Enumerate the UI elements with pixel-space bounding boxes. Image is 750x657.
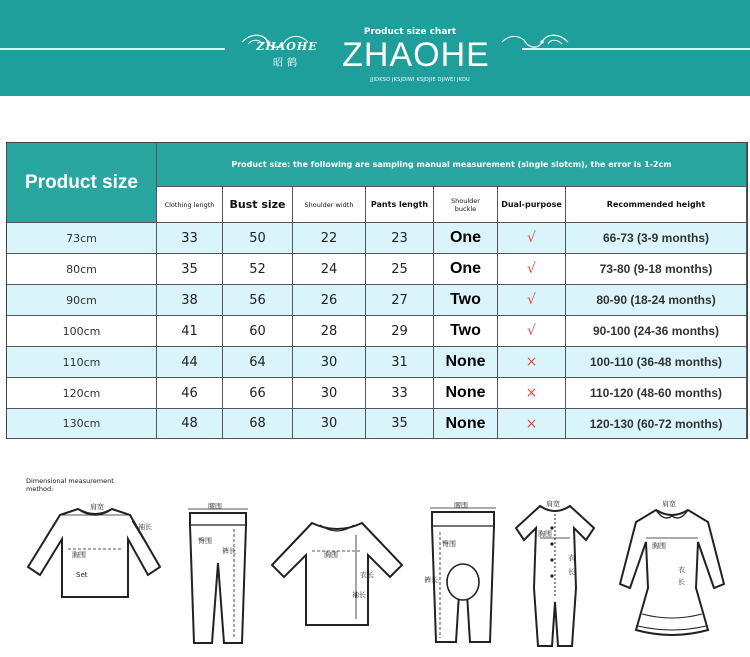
logo xyxy=(248,40,326,74)
cell-size: 110cm xyxy=(7,347,157,378)
product-size-header: Product size xyxy=(7,143,157,223)
label-length: 长 xyxy=(568,568,575,576)
right-ornament-icon xyxy=(498,30,572,70)
cell-bust-size: 60 xyxy=(223,316,293,347)
open-crotch-pants-icon xyxy=(418,502,508,652)
label-shoulder: 肩宽 xyxy=(546,500,560,508)
raglan-top-icon xyxy=(262,515,412,630)
col-header-clothing-length: Clothing length xyxy=(157,187,223,223)
label-bust: 胸围 xyxy=(538,530,552,538)
label-shoulder: 肩宽 xyxy=(90,503,104,511)
col-header-shoulder-width: Shoulder width xyxy=(293,187,366,223)
brand-tagline: JJIDKSO JKSJDIWI KSJDJIE DJIWEI JKOU xyxy=(370,77,470,83)
cell-bust-size: 66 xyxy=(223,378,293,409)
label-clothes: 衣 xyxy=(568,554,575,562)
cell-dual-purpose: √ xyxy=(498,316,566,347)
label-length: 长 xyxy=(678,578,685,586)
col-header-bust-size: Bust size xyxy=(223,187,293,223)
cell-recommended-height: 90-100 (24-36 months) xyxy=(566,316,747,347)
label-bust: 胸围 xyxy=(324,551,338,559)
top-diagram xyxy=(20,497,170,607)
cell-bust-size: 64 xyxy=(223,347,293,378)
cell-clothing-length: 33 xyxy=(157,223,223,254)
measurement-note: Product size: the following are sampling manual measurement (single slotcm), the error is 1-2cm xyxy=(157,143,747,187)
open-crotch-pants-diagram xyxy=(418,502,508,652)
measurement-method-title: Dimensional measurement method: xyxy=(26,477,114,493)
dress-diagram xyxy=(612,498,732,648)
cell-pants-length: 31 xyxy=(366,347,434,378)
cell-pants-length: 33 xyxy=(366,378,434,409)
cell-dual-purpose: √ xyxy=(498,285,566,316)
cell-clothing-length: 46 xyxy=(157,378,223,409)
header-left-line xyxy=(0,48,225,50)
cell-size: 130cm xyxy=(7,409,157,439)
cell-shoulder-buckle: None xyxy=(434,347,498,378)
logo-latin: ZHAOHE xyxy=(256,40,318,53)
cell-dual-purpose: × xyxy=(498,378,566,409)
cell-shoulder-buckle: Two xyxy=(434,316,498,347)
cell-bust-size: 68 xyxy=(223,409,293,439)
col-header-dual-purpose: Dual-purpose xyxy=(498,187,566,223)
label-pants-length: 裤长 xyxy=(222,547,236,555)
cell-pants-length: 25 xyxy=(366,254,434,285)
romper-diagram xyxy=(510,498,600,653)
cell-size: 90cm xyxy=(7,285,157,316)
label-waist: 腰围 xyxy=(454,502,468,509)
cell-shoulder-width: 22 xyxy=(293,223,366,254)
cell-shoulder-width: 30 xyxy=(293,409,366,439)
cell-dual-purpose: √ xyxy=(498,254,566,285)
cell-size: 80cm xyxy=(7,254,157,285)
cell-recommended-height: 100-110 (36-48 months) xyxy=(566,347,747,378)
label-bust: 胸围 xyxy=(652,542,666,550)
cell-shoulder-width: 30 xyxy=(293,378,366,409)
col-header-pants-length: Pants length xyxy=(366,187,434,223)
cell-pants-length: 23 xyxy=(366,223,434,254)
cell-size: 100cm xyxy=(7,316,157,347)
cell-shoulder-buckle: None xyxy=(434,409,498,439)
cell-clothing-length: 44 xyxy=(157,347,223,378)
col-header-recommended-height: Recommended height xyxy=(566,187,747,223)
pants-icon xyxy=(178,503,258,653)
romper-icon xyxy=(510,498,600,653)
cell-recommended-height: 120-130 (60-72 months) xyxy=(566,409,747,439)
cell-size: 120cm xyxy=(7,378,157,409)
header-subtitle: Product size chart xyxy=(363,27,457,37)
col-header-shoulder-buckle: Shoulder buckle xyxy=(434,187,498,223)
cell-dual-purpose: √ xyxy=(498,223,566,254)
cell-size: 73cm xyxy=(7,223,157,254)
label-hip: 臀围 xyxy=(198,537,212,545)
raglan-top-diagram xyxy=(262,515,412,630)
cell-pants-length: 27 xyxy=(366,285,434,316)
cell-shoulder-buckle: One xyxy=(434,254,498,285)
label-hip: 臀围 xyxy=(442,540,456,548)
brand-name: ZHAOHE xyxy=(342,36,490,74)
cell-dual-purpose: × xyxy=(498,347,566,378)
logo-chinese: 昭鹤 xyxy=(273,58,301,69)
cell-recommended-height: 73-80 (9-18 months) xyxy=(566,254,747,285)
label-waist: 腰围 xyxy=(208,503,222,510)
cell-bust-size: 50 xyxy=(223,223,293,254)
cell-shoulder-width: 28 xyxy=(293,316,366,347)
size-table xyxy=(6,142,748,439)
header-banner xyxy=(0,0,750,96)
cell-recommended-height: 66-73 (3-9 months) xyxy=(566,223,747,254)
label-sleeve: 袖长 xyxy=(138,523,152,531)
cell-bust-size: 52 xyxy=(223,254,293,285)
cell-shoulder-width: 24 xyxy=(293,254,366,285)
cell-dual-purpose: × xyxy=(498,409,566,439)
dress-icon xyxy=(612,498,732,648)
cell-shoulder-width: 30 xyxy=(293,347,366,378)
cell-recommended-height: 80-90 (18-24 months) xyxy=(566,285,747,316)
label-clothing-length: 衣长 xyxy=(360,571,374,579)
cell-bust-size: 56 xyxy=(223,285,293,316)
label-pants-length: 裤长 xyxy=(424,576,438,584)
label-sleeve: 袖长 xyxy=(352,591,366,599)
cell-shoulder-buckle: None xyxy=(434,378,498,409)
cell-shoulder-width: 26 xyxy=(293,285,366,316)
pants-diagram xyxy=(178,503,258,653)
cell-clothing-length: 48 xyxy=(157,409,223,439)
cell-clothing-length: 41 xyxy=(157,316,223,347)
cell-pants-length: 29 xyxy=(366,316,434,347)
label-set: Set xyxy=(76,571,88,579)
label-shoulder: 肩宽 xyxy=(662,500,676,508)
cell-shoulder-buckle: Two xyxy=(434,285,498,316)
cell-pants-length: 35 xyxy=(366,409,434,439)
label-bust: 胸围 xyxy=(72,551,86,559)
cell-recommended-height: 110-120 (48-60 months) xyxy=(566,378,747,409)
cell-clothing-length: 38 xyxy=(157,285,223,316)
long-sleeve-top-icon xyxy=(20,497,170,607)
cell-shoulder-buckle: One xyxy=(434,223,498,254)
cell-clothing-length: 35 xyxy=(157,254,223,285)
label-clothes: 衣 xyxy=(678,566,685,574)
